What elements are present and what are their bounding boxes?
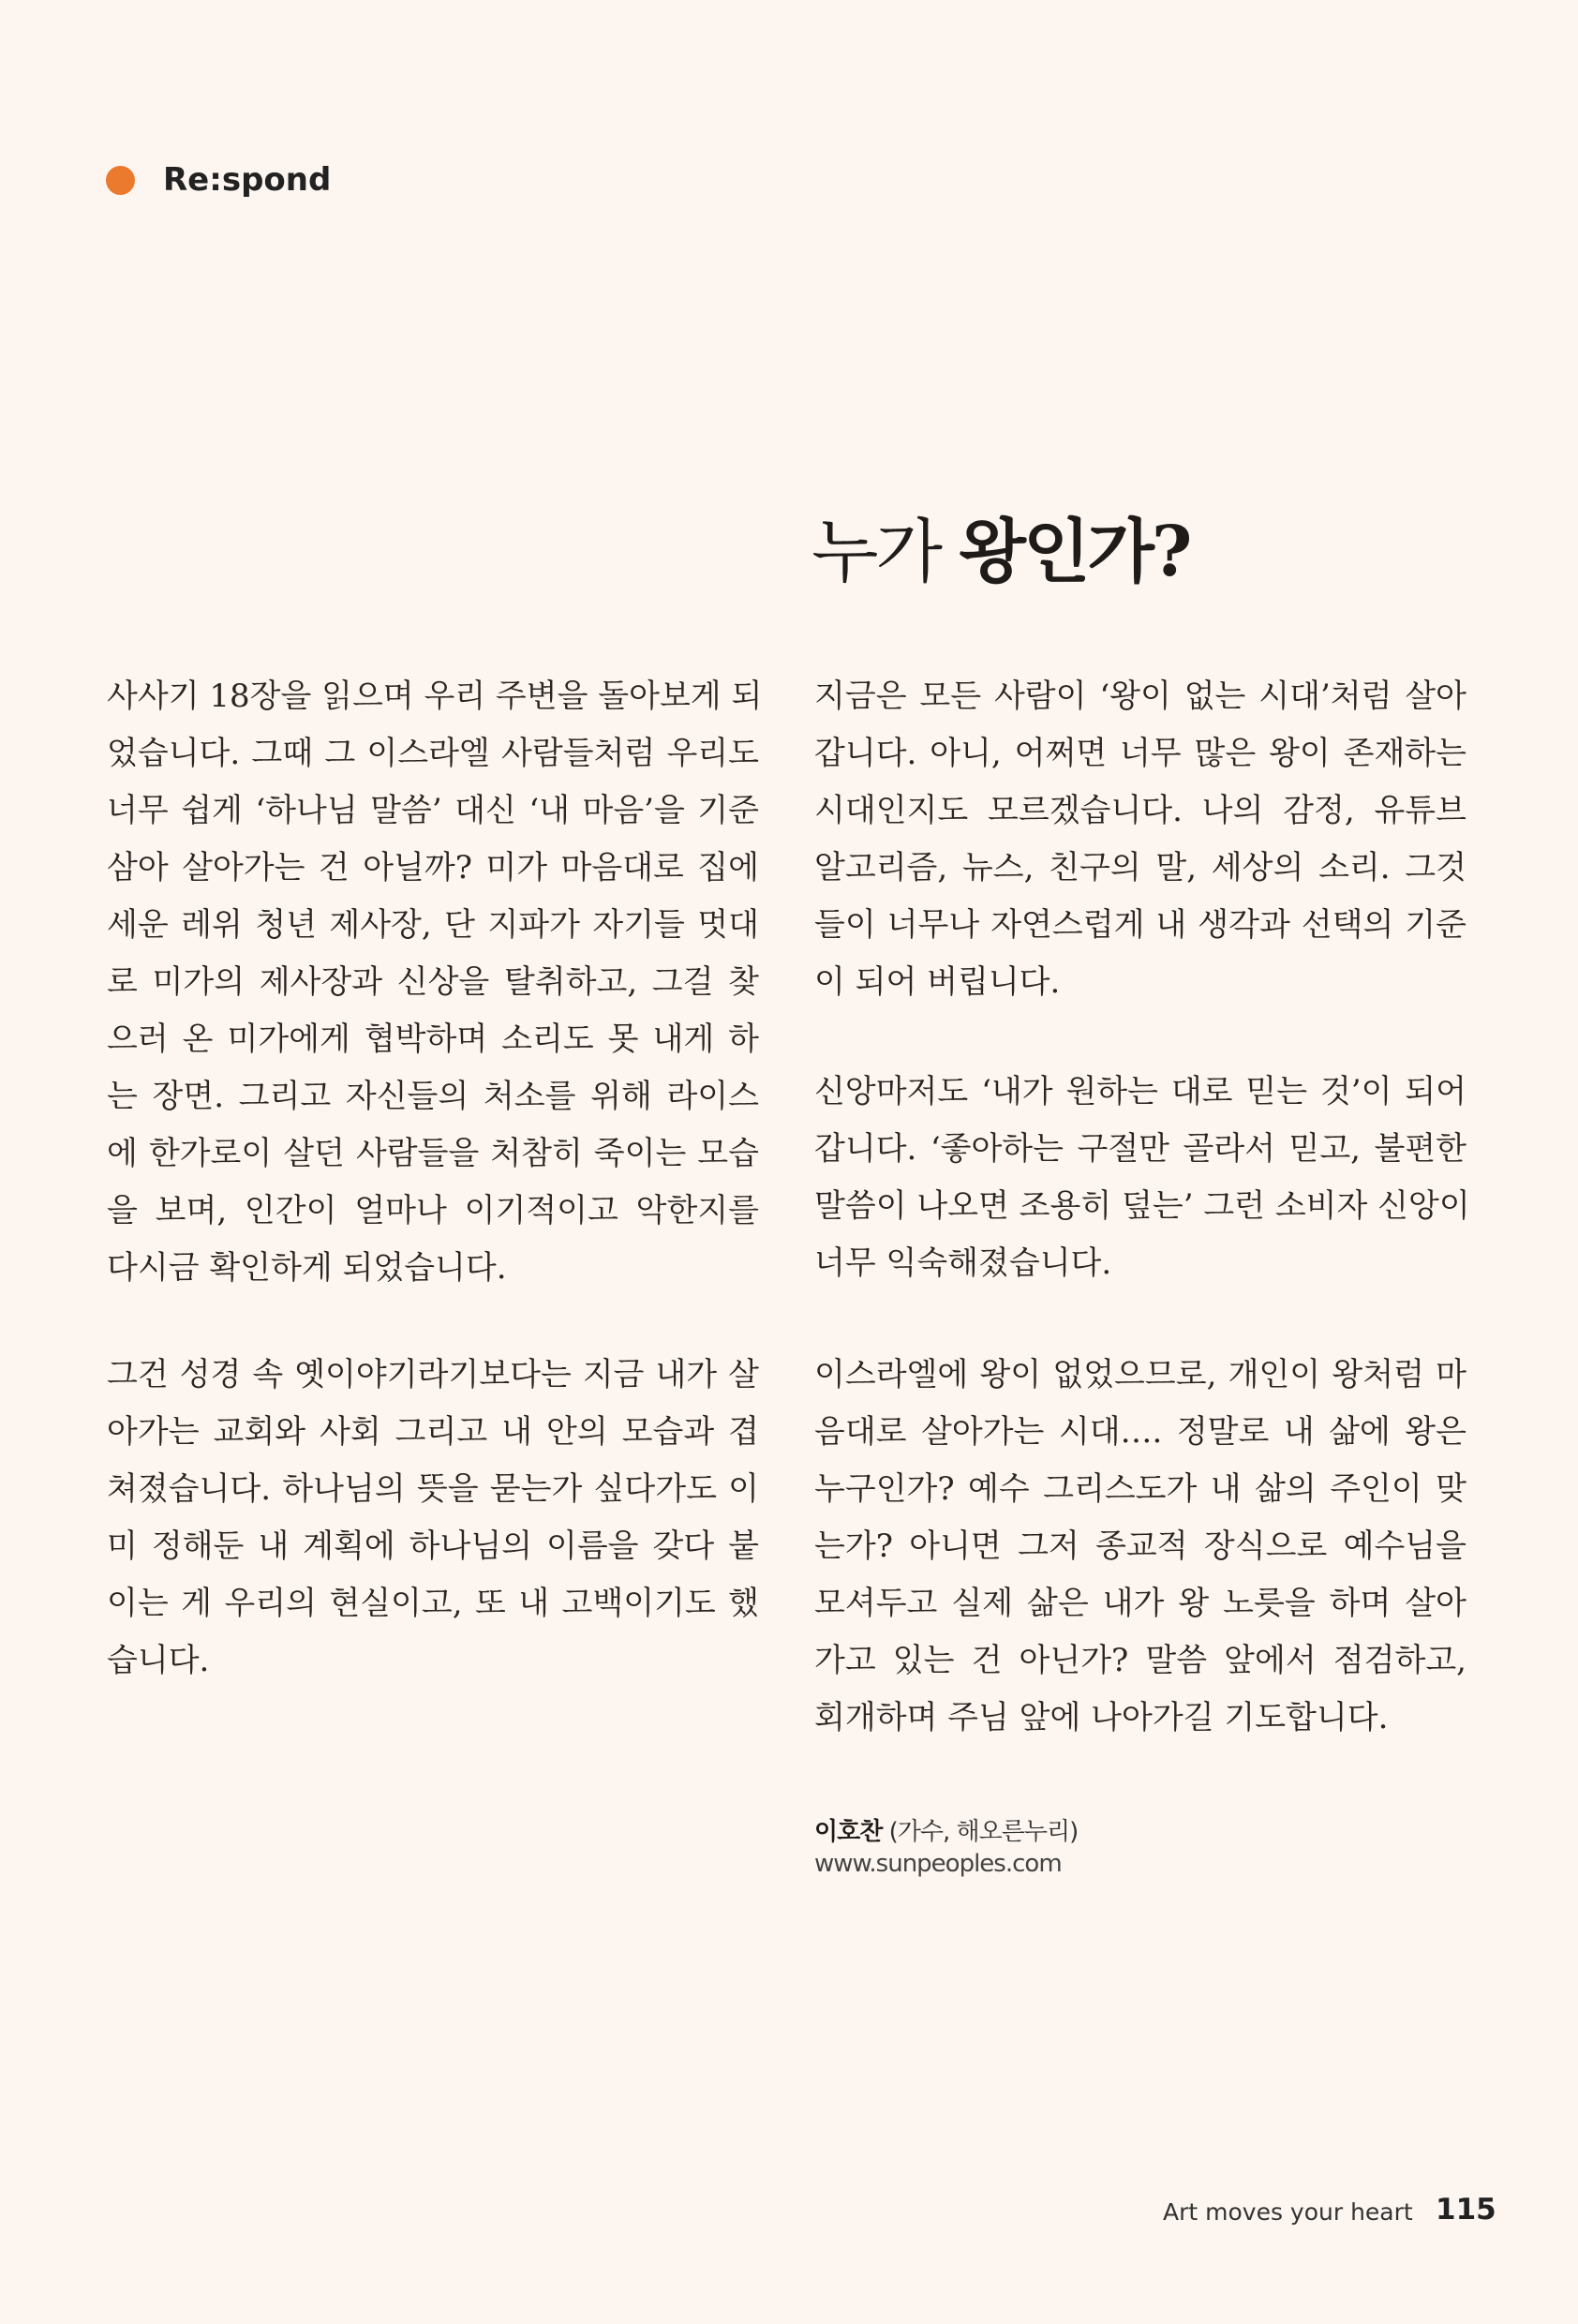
text-line: 으러 온 미가에게 협박하며 소리도 못 내게 하 bbox=[107, 1020, 759, 1058]
author-byline bbox=[814, 1812, 1078, 1847]
text-line: 갑니다. 아니, 어쩌면 너무 많은 왕이 존재하는 bbox=[814, 735, 1466, 772]
page-number: 115 bbox=[1436, 2193, 1496, 2227]
footer-tagline: Art moves your heart bbox=[1163, 2198, 1413, 2226]
text-line: 습니다. bbox=[107, 1642, 210, 1679]
right-paragraph-3 bbox=[814, 1347, 1466, 1747]
text-line: 삼아 살아가는 건 아닐까? 미가 마음대로 집에 bbox=[107, 849, 759, 886]
text-line: 말씀이 나오면 조용히 덮는’ 그런 소비자 신앙이 bbox=[814, 1187, 1470, 1225]
bullet-dot-icon bbox=[106, 166, 135, 195]
text-line: 로 미가의 제사장과 신상을 탈취하고, 그걸 찾 bbox=[107, 963, 759, 1001]
text-line: 아가는 교회와 사회 그리고 내 안의 모습과 겹 bbox=[107, 1413, 759, 1451]
text-line: 세운 레위 청년 제사장, 단 지파가 자기들 멋대 bbox=[107, 906, 759, 944]
text-line: 이는 게 우리의 현실이고, 또 내 고백이기도 했 bbox=[107, 1585, 759, 1622]
text-line: 모셔두고 실제 삶은 내가 왕 노릇을 하며 살아 bbox=[814, 1585, 1466, 1622]
text-line: 다시금 확인하게 되었습니다. bbox=[107, 1249, 507, 1287]
text-line: 시대인지도 모르겠습니다. 나의 감정, 유튜브 bbox=[814, 792, 1466, 829]
text-line: 는가? 아니면 그저 종교적 장식으로 예수님을 bbox=[814, 1527, 1466, 1565]
text-line: 들이 너무나 자연스럽게 내 생각과 선택의 기준 bbox=[814, 906, 1466, 944]
text-line: 회개하며 주님 앞에 나아가길 기도합니다. bbox=[814, 1699, 1389, 1736]
text-line: 었습니다. 그때 그 이스라엘 사람들처럼 우리도 bbox=[107, 735, 759, 772]
text-line: 이 되어 버립니다. bbox=[814, 963, 1061, 1001]
title-normal: 누가 bbox=[811, 512, 960, 592]
text-line: 쳐졌습니다. 하나님의 뜻을 묻는가 싶다가도 이 bbox=[107, 1470, 759, 1508]
text-line: 그건 성경 속 옛이야기라기보다는 지금 내가 살 bbox=[107, 1356, 759, 1393]
text-line: 너무 쉽게 ‘하나님 말씀’ 대신 ‘내 마음’을 기준 bbox=[107, 792, 759, 829]
text-line: 너무 익숙해졌습니다. bbox=[814, 1244, 1112, 1282]
text-line: 알고리즘, 뉴스, 친구의 말, 세상의 소리. 그것 bbox=[814, 849, 1466, 886]
text-line: 음대로 살아가는 시대…. 정말로 내 삶에 왕은 bbox=[814, 1413, 1466, 1451]
left-paragraph-2 bbox=[107, 1347, 759, 1690]
text-line: 미 정해둔 내 계획에 하나님의 이름을 갖다 붙 bbox=[107, 1527, 759, 1565]
text-line: 갑니다. ‘좋아하는 구절만 골라서 믿고, 불편한 bbox=[814, 1130, 1466, 1168]
section-header bbox=[106, 161, 331, 199]
author-role: (가수, 해오른누리) bbox=[882, 1818, 1079, 1846]
title-bold: 왕인가? bbox=[959, 512, 1190, 592]
text-line: 사사기 18장을 읽으며 우리 주변을 돌아보게 되 bbox=[107, 678, 763, 715]
right-paragraph-2 bbox=[814, 1064, 1470, 1292]
author-name: 이호찬 bbox=[814, 1818, 883, 1846]
section-label: Re:spond bbox=[163, 161, 332, 199]
left-paragraph-1 bbox=[107, 668, 763, 1297]
text-line: 이스라엘에 왕이 없었으므로, 개인이 왕처럼 마 bbox=[814, 1356, 1466, 1393]
text-line: 지금은 모든 사람이 ‘왕이 없는 시대’처럼 살아 bbox=[814, 678, 1466, 715]
text-line: 가고 있는 건 아닌가? 말씀 앞에서 점검하고, bbox=[814, 1642, 1466, 1679]
author-url: www.sunpeoples.com bbox=[814, 1850, 1062, 1878]
text-line: 는 장면. 그리고 자신들의 처소를 위해 라이스 bbox=[107, 1078, 759, 1115]
text-line: 신앙마저도 ‘내가 원하는 대로 믿는 것’이 되어 bbox=[814, 1073, 1466, 1110]
text-line: 누구인가? 예수 그리스도가 내 삶의 주인이 맞 bbox=[814, 1470, 1466, 1508]
right-paragraph-1 bbox=[814, 668, 1466, 1011]
text-line: 을 보며, 인간이 얼마나 이기적이고 악한지를 bbox=[107, 1192, 759, 1229]
article-title bbox=[811, 497, 1189, 596]
text-line: 에 한가로이 살던 사람들을 처참히 죽이는 모습 bbox=[107, 1135, 759, 1172]
